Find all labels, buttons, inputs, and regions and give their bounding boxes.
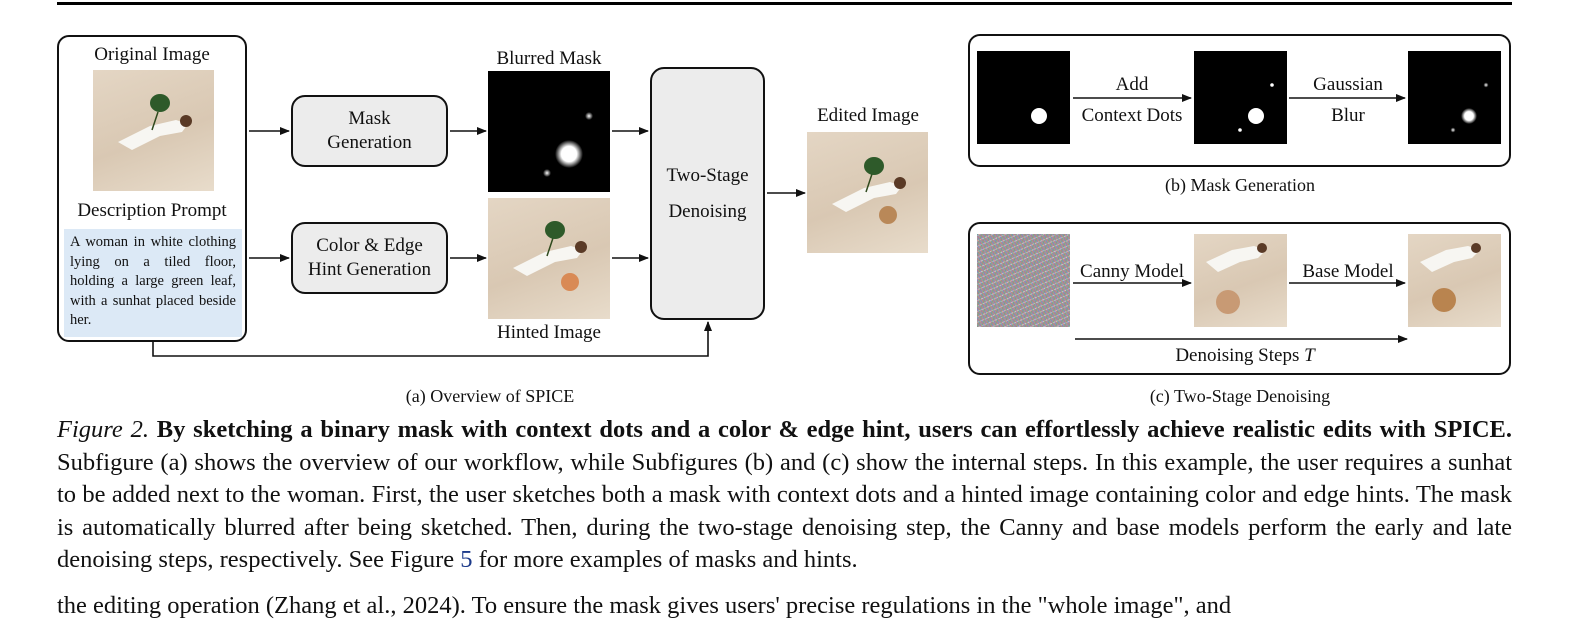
figure-body-text-1: Subfigure (a) shows the overview of our workflow, while Subfigures (b) and (c) show the internal steps. In this example, the user requires a sunhat to be added next to the woman. First, the user sketches both a mask with context dots and a hinted image containing color and edge hints. The mask is automatically blurred after being sketched. Then, during the two-stage denoising step, the Canny and base models perform the early and late denoising steps, respectively. See Figure — [57, 448, 1512, 573]
denoise-panel-figures — [1206, 243, 1481, 314]
two-stage-label: Two-Stage Denoising — [666, 164, 749, 222]
mask-generation-caption: (b) Mask Generation — [1165, 175, 1315, 195]
blurred-mask-label: Blurred Mask — [496, 48, 602, 69]
figure-body-text-2: for more examples of masks and hints. — [478, 546, 858, 573]
prompt-text: A woman in white clothing lying on a tiled floor, holding a large green leaf, with a sunhat placed beside her. — [64, 229, 242, 337]
blur-label-1: Gaussian — [1313, 74, 1383, 95]
figure-bold-text: By sketching a binary mask with context dots and a color & edge hint, users can effortlessly achieve realistic edits with SPICE. — [156, 416, 1512, 443]
woman-figure-hinted — [513, 221, 587, 291]
add-dots-label-1: Add — [1115, 74, 1149, 95]
overview-caption: (a) Overview of SPICE — [405, 386, 575, 406]
blurred-mask-dots — [543, 112, 593, 177]
description-prompt-label: Description Prompt — [77, 200, 227, 221]
overview-arrows — [153, 131, 805, 356]
woman-figure-edited — [832, 157, 906, 224]
mask-panel-dots — [1031, 83, 1489, 133]
figure-label: Figure 2. — [57, 416, 149, 443]
figure-ref-link[interactable]: 5 — [460, 546, 473, 573]
canny-model-label: Canny Model — [1080, 261, 1184, 282]
cut-off-body-text: the editing operation (Zhang et al., 2024). To ensure the mask gives users' precise regulations in the "whole image", and — [57, 592, 1232, 619]
edited-image-label: Edited Image — [817, 105, 919, 126]
add-dots-label-2: Context Dots — [1081, 105, 1183, 126]
blur-label-2: Blur — [1331, 105, 1365, 126]
woman-figure-original — [118, 94, 192, 150]
figure-caption — [57, 414, 1512, 577]
denoising-steps-text: Denoising Steps — [1175, 345, 1300, 366]
base-model-label: Base Model — [1302, 261, 1394, 282]
hint-generation-label: Color & Edge Hint Generation — [308, 235, 431, 280]
original-image-label: Original Image — [94, 44, 210, 65]
hinted-image-label: Hinted Image — [497, 322, 601, 343]
two-stage-caption: (c) Two-Stage Denoising — [1149, 386, 1331, 406]
mask-generation-label: Mask Generation — [327, 108, 412, 153]
denoising-steps-symbol: T — [1304, 345, 1315, 366]
panel-arrows — [1073, 98, 1407, 339]
